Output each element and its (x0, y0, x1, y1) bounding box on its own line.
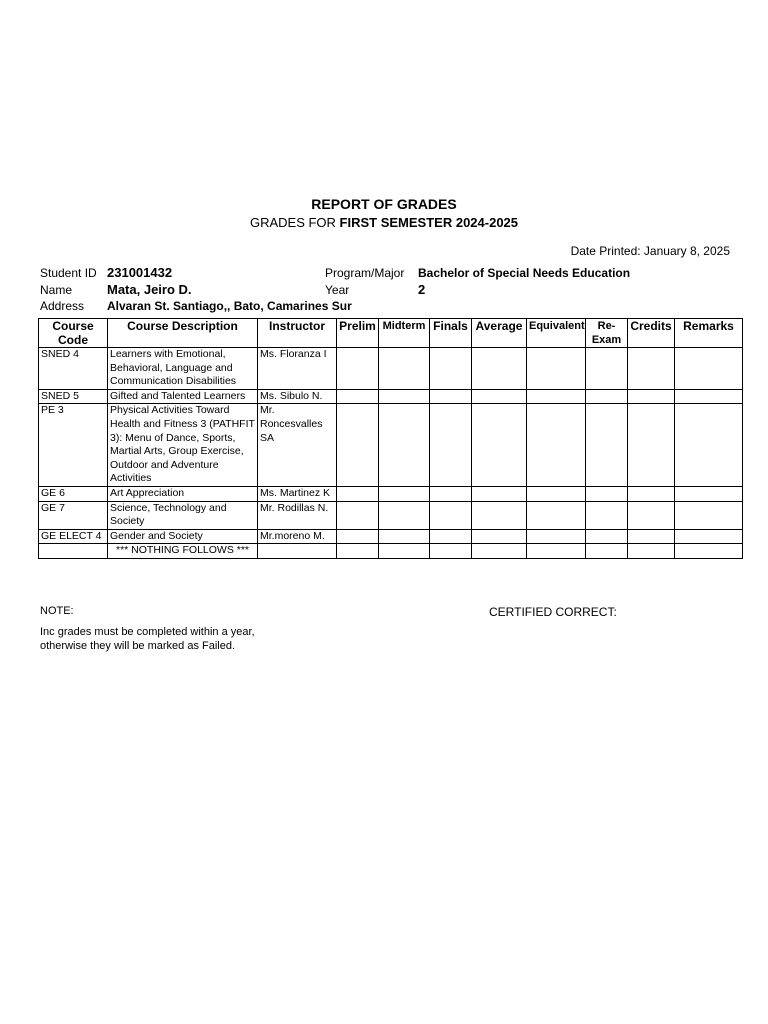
prelim-cell (337, 389, 379, 404)
re-exam-cell (586, 486, 628, 501)
year-value: 2 (418, 282, 426, 297)
prelim-cell (337, 486, 379, 501)
re-exam-cell (586, 501, 628, 529)
table-row (39, 404, 743, 487)
certified-correct-label: CERTIFIED CORRECT: (489, 605, 617, 619)
address-label: Address (40, 299, 85, 313)
program-label: Program/Major (325, 266, 405, 280)
prelim-cell (337, 404, 379, 487)
remarks-cell (675, 501, 743, 529)
name-label: Name (40, 283, 73, 297)
table-row (39, 501, 743, 529)
blank-cell (586, 544, 628, 559)
instructor-cell: Mr. Roncesvalles SA (258, 404, 337, 487)
header-finals: Finals (430, 319, 472, 348)
program-value: Bachelor of Special Needs Education (418, 266, 631, 280)
remarks-cell (675, 529, 743, 544)
course-code-cell: GE 6 (39, 486, 108, 501)
address-value: Alvaran St. Santiago,, Bato, Camarines Sur (107, 299, 352, 313)
equivalent-cell (527, 529, 586, 544)
blank-cell (379, 544, 430, 559)
remarks-cell (675, 486, 743, 501)
credits-cell (628, 389, 675, 404)
blank-cell (258, 544, 337, 559)
course-code-cell: SNED 5 (39, 389, 108, 404)
credits-cell (628, 348, 675, 390)
instructor-cell: Mr. Rodillas N. (258, 501, 337, 529)
finals-cell (430, 529, 472, 544)
nothing-follows-marker: *** NOTHING FOLLOWS *** (108, 544, 258, 559)
subtitle-prefix: GRADES FOR (249, 215, 340, 230)
course-description-cell: Gifted and Talented Learners (108, 389, 258, 404)
name-value: Mata, Jeiro D. (107, 282, 192, 297)
table-row (39, 348, 743, 390)
re-exam-cell (586, 389, 628, 404)
equivalent-cell (527, 389, 586, 404)
credits-cell (628, 501, 675, 529)
header-prelim: Prelim (337, 319, 379, 348)
re-exam-cell (586, 348, 628, 390)
blank-cell (337, 544, 379, 559)
course-code-cell: SNED 4 (39, 348, 108, 390)
header-equivalent: Equivalent (527, 319, 586, 348)
average-cell (472, 486, 527, 501)
average-cell (472, 389, 527, 404)
equivalent-cell (527, 486, 586, 501)
blank-cell (39, 544, 108, 559)
midterm-cell (379, 529, 430, 544)
header-course-code: Course Code (39, 319, 108, 348)
instructor-cell: Mr.moreno M. (258, 529, 337, 544)
finals-cell (430, 348, 472, 390)
course-code-cell: GE 7 (39, 501, 108, 529)
midterm-cell (379, 404, 430, 487)
year-label: Year (325, 283, 350, 297)
finals-cell (430, 486, 472, 501)
course-description-cell: Learners with Emotional, Behavioral, Language and Communication Disabilities (108, 348, 258, 390)
re-exam-cell (586, 404, 628, 487)
table-row (39, 389, 743, 404)
header-credits: Credits (628, 319, 675, 348)
credits-cell (628, 486, 675, 501)
blank-cell (527, 544, 586, 559)
finals-cell (430, 501, 472, 529)
equivalent-cell (527, 404, 586, 487)
prelim-cell (337, 529, 379, 544)
remarks-cell (675, 348, 743, 390)
re-exam-cell (586, 529, 628, 544)
table-row (39, 486, 743, 501)
student-id-value: 231001432 (107, 265, 173, 280)
note-text: Inc grades must be completed within a year, otherwise they will be marked as Failed. (40, 626, 255, 652)
blank-cell (430, 544, 472, 559)
average-cell (472, 529, 527, 544)
equivalent-cell (527, 501, 586, 529)
course-description-cell: Physical Activities Toward Health and Fitness 3 (PATHFIT 3): Menu of Dance, Sports, Martial Arts, Group Exercise, Outdoor and Adventure Activities (108, 404, 258, 487)
report-title: REPORT OF GRADES (311, 196, 457, 212)
course-code-cell: PE 3 (39, 404, 108, 487)
finals-cell (430, 389, 472, 404)
header-remarks: Remarks (675, 319, 743, 348)
instructor-cell: Ms. Martinez K (258, 486, 337, 501)
midterm-cell (379, 389, 430, 404)
note-label: NOTE: (40, 605, 74, 617)
instructor-cell: Ms. Floranza I (258, 348, 337, 390)
equivalent-cell (527, 348, 586, 390)
course-code-cell: GE ELECT 4 (39, 529, 108, 544)
header-course-description: Course Description (108, 319, 258, 348)
report-subtitle (0, 215, 768, 230)
midterm-cell (379, 348, 430, 390)
remarks-cell (675, 404, 743, 487)
header-midterm: Midterm (379, 319, 430, 348)
course-description-cell: Gender and Society (108, 529, 258, 544)
header-re-exam: Re-Exam (586, 319, 628, 348)
instructor-cell: Ms. Sibulo N. (258, 389, 337, 404)
blank-cell (628, 544, 675, 559)
average-cell (472, 348, 527, 390)
grades-table (38, 318, 743, 559)
student-id-label: Student ID (40, 266, 97, 280)
header-average: Average (472, 319, 527, 348)
average-cell (472, 404, 527, 487)
nothing-follows-row (39, 544, 743, 559)
credits-cell (628, 404, 675, 487)
table-header-row (39, 319, 743, 348)
midterm-cell (379, 501, 430, 529)
date-printed: Date Printed: January 8, 2025 (570, 244, 730, 258)
table-row (39, 529, 743, 544)
prelim-cell (337, 501, 379, 529)
average-cell (472, 501, 527, 529)
prelim-cell (337, 348, 379, 390)
blank-cell (472, 544, 527, 559)
midterm-cell (379, 486, 430, 501)
remarks-cell (675, 389, 743, 404)
blank-cell (675, 544, 743, 559)
header-instructor: Instructor (258, 319, 337, 348)
finals-cell (430, 404, 472, 487)
semester-label: FIRST SEMESTER 2024-2025 (339, 215, 519, 230)
credits-cell (628, 529, 675, 544)
course-description-cell: Art Appreciation (108, 486, 258, 501)
course-description-cell: Science, Technology and Society (108, 501, 258, 529)
